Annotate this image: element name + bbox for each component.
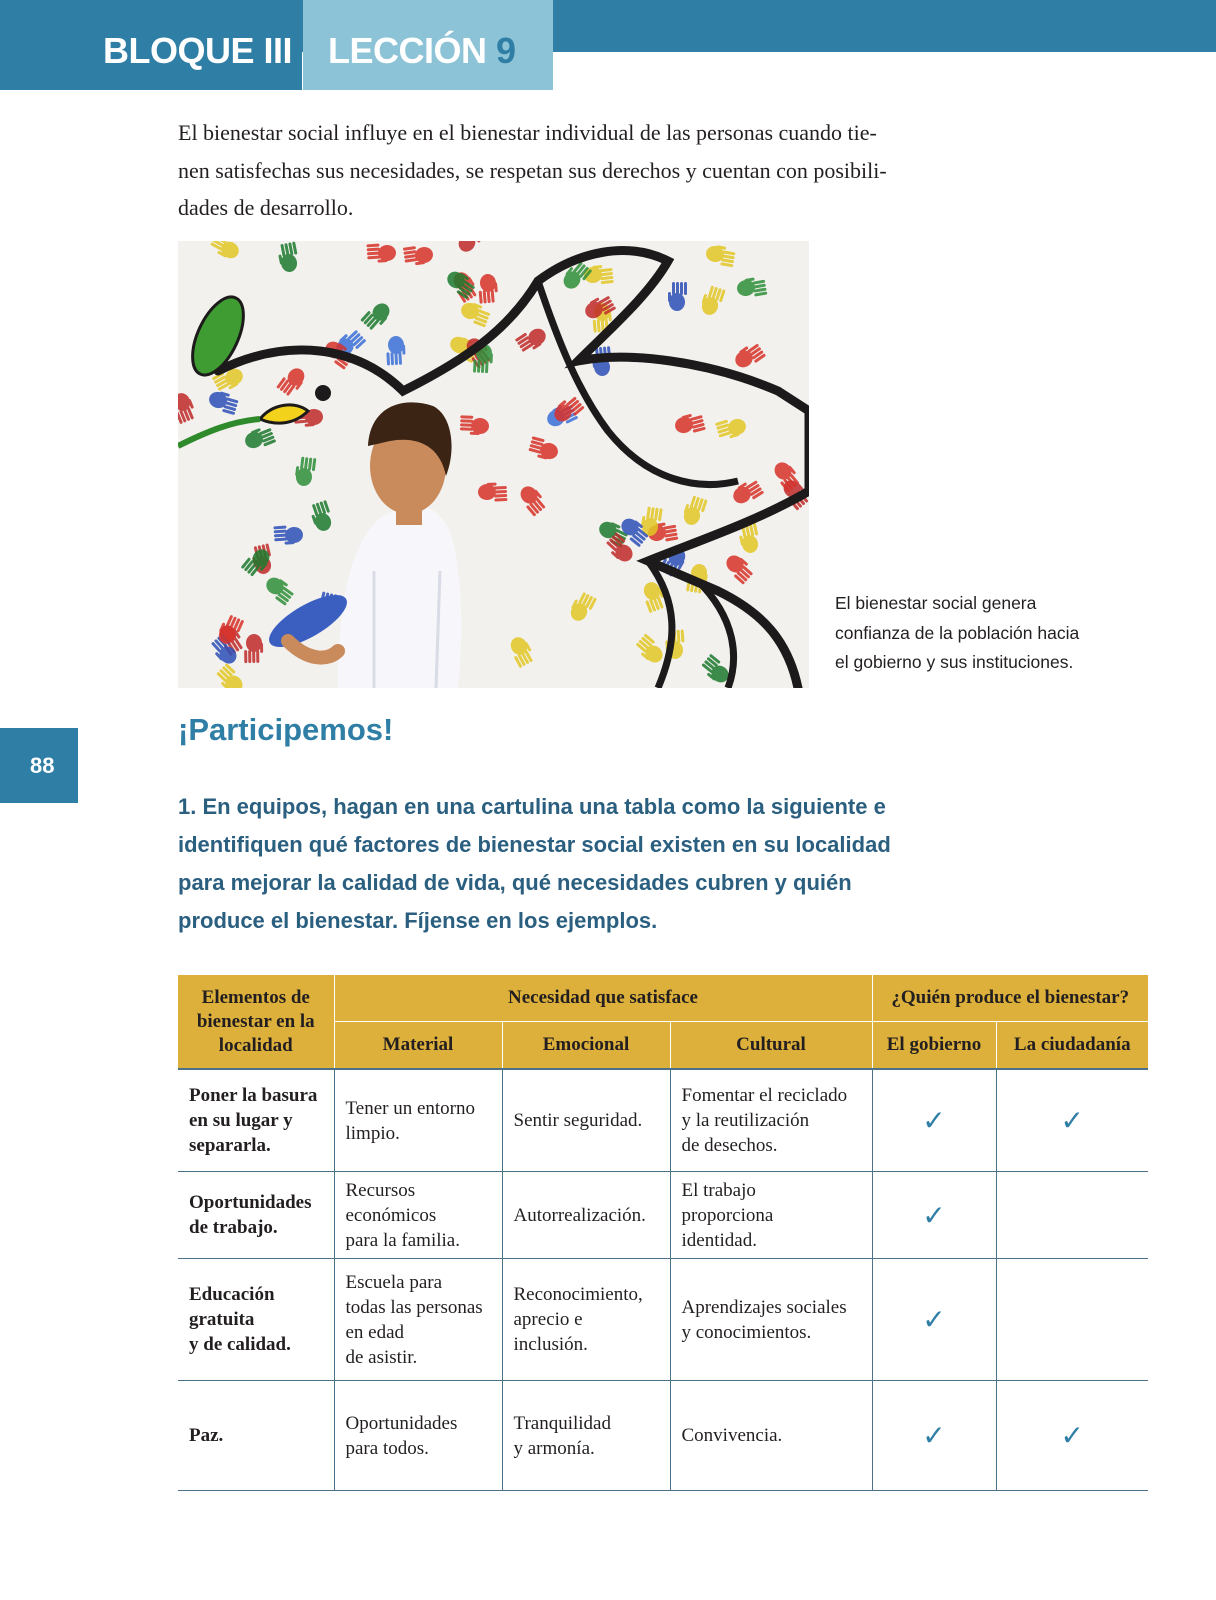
wellbeing-table [178,975,1148,1491]
row-emotional: Reconocimiento, aprecio e inclusión. [502,1259,670,1381]
table-row [178,1381,1148,1491]
leccion-title [328,30,516,72]
instruction-line: identifiquen qué factores de bienestar social existen en su localidad [178,832,891,857]
intro-line: nen satisfechas sus necesidades, se respetan sus derechos y cuentan con posibili- [178,157,887,183]
page-number: 88 [30,753,55,778]
header-who: ¿Quién produce el bienestar? [872,975,1148,1022]
instruction-line: 1. En equipos, hagan en una cartulina una tabla como la siguiente e [178,794,886,819]
row-material: Escuela para todas las personas en edad de asistir. [334,1259,502,1381]
dove-eye [315,385,331,401]
row-element: Educación gratuita y de calidad. [189,1284,291,1355]
intro-paragraph [178,114,978,227]
intro-line: dades de desarrollo. [178,195,354,220]
check-icon: ✓ [872,1069,996,1172]
caption-line: El bienestar social genera [835,593,1037,613]
row-cultural: Convivencia. [670,1381,872,1491]
instruction-line: produce el bienestar. Fíjense en los ejemplos. [178,908,658,933]
row-material: Oportunidades para todos. [334,1381,502,1491]
row-emotional: Tranquilidad y armonía. [502,1381,670,1491]
mural-illustration [178,241,809,688]
row-cultural: Aprendizajes sociales y conocimientos. [670,1259,872,1381]
caption-line: el gobierno y sus instituciones. [835,652,1074,672]
caption-line: confianza de la población hacia [835,622,1080,643]
section-title: ¡Participemos! [178,712,394,747]
header-elements: Elementos de bienestar en la localidad [178,975,334,1069]
activity-instruction [178,788,975,940]
row-material: Recursos económicos para la familia. [334,1172,502,1259]
header-cultural: Cultural [670,1022,872,1070]
leccion-label: LECCIÓN [328,30,487,71]
check-icon: ✓ [872,1381,996,1491]
row-cultural: El trabajo proporciona identidad. [670,1172,872,1259]
row-cultural: Fomentar el reciclado y la reutilización de desechos. [670,1069,872,1172]
header-material: Material [334,1022,502,1070]
header-need: Necesidad que satisface [334,975,872,1022]
row-emotional: Autorrealización. [502,1172,670,1259]
row-element: Poner la basura en su lugar y separarla. [189,1085,318,1156]
instruction-line: para mejorar la calidad de vida, qué necesidades cubren y quién [178,870,852,895]
row-element: Paz. [189,1425,224,1446]
check-icon: ✓ [872,1172,996,1259]
row-element: Oportunidades de trabajo. [189,1192,312,1238]
check-icon: ✓ [996,1069,1148,1172]
photo-caption [835,589,1135,678]
header-citizens: La ciudadanía [996,1022,1148,1070]
table-row [178,1069,1148,1172]
bloque-title: BLOQUE III [103,30,293,71]
header-government: El gobierno [872,1022,996,1070]
table-row [178,1259,1148,1381]
leccion-number: 9 [496,30,516,71]
row-emotional: Sentir seguridad. [502,1069,670,1172]
mural-photo [178,241,809,688]
check-icon: ✓ [996,1381,1148,1491]
intro-line: El bienestar social influye en el bienestar individual de las personas cuando tie- [178,120,877,145]
check-icon: ✓ [872,1259,996,1381]
empty-cell [996,1172,1148,1259]
row-material: Tener un entorno limpio. [334,1069,502,1172]
table-row [178,1172,1148,1259]
empty-cell [996,1259,1148,1381]
header-emotional: Emocional [502,1022,670,1070]
